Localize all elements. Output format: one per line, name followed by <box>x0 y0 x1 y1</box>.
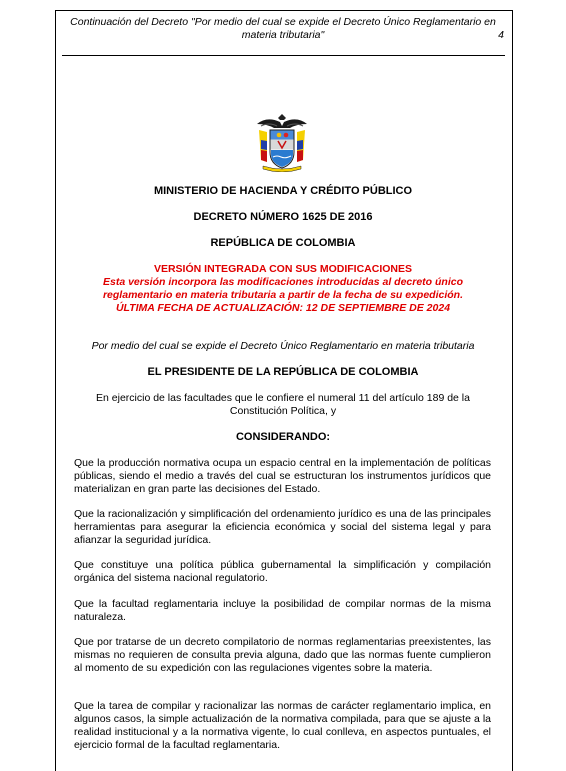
ministry-title: MINISTERIO DE HACIENDA Y CRÉDITO PÚBLICO <box>153 185 413 197</box>
header-line-1: Continuación del Decreto "Por medio del cual se expide el Decreto Único Reglamentario en <box>70 16 496 28</box>
considering-heading: CONSIDERANDO: <box>235 431 331 443</box>
page-header <box>62 16 504 42</box>
considering-paragraph: Que constituye una política pública gubernamental la simplificación y compilación orgánica del sistema nacional regulatorio. <box>74 559 491 584</box>
considering-paragraph: Que la producción normativa ocupa un espacio central en la implementación de políticas públicas, siendo el medio a través del cual se estructuran los instrumentos jurídicos que materializan en gran parte las decisiones del Estado. <box>74 457 491 495</box>
powers-line-1: En ejercicio de las facultades que le confiere el numeral 11 del artículo 189 de la <box>96 392 470 404</box>
president-heading: EL PRESIDENTE DE LA REPÚBLICA DE COLOMBIA <box>147 366 419 378</box>
version-notice <box>62 263 504 315</box>
considering-paragraph: Que la tarea de compilar y racionalizar las normas de carácter reglamentario implica, en algunos casos, la simple actualización de la normativa compilada, para que se ajuste a la realidad institucional y a la normativa vigente, lo cual conlleva, en aspectos puntuales, el ejercicio formal de la facultad reglamentaria. <box>74 700 491 751</box>
decree-purpose: Por medio del cual se expide el Decreto Único Reglamentario en materia tributaria <box>91 340 475 352</box>
powers-line-2: Constitución Política, y <box>229 405 337 417</box>
version-line-2: reglamentario en materia tributaria a partir de la fecha de su expedición. <box>102 289 464 301</box>
header-line-2: materia tributaria" <box>241 29 325 41</box>
considering-paragraph: Que por tratarse de un decreto compilatorio de normas reglamentarias preexistentes, las mismas no requieren de consulta previa alguna, dado que las normas fuente cumplieron al momento de su expedición con las regulaciones vigentes sobre la materia. <box>74 636 491 674</box>
version-heading: VERSIÓN INTEGRADA CON SUS MODIFICACIONES <box>153 263 413 275</box>
version-line-1: Esta versión incorpora las modificaciones introducidas al decreto único <box>102 276 463 288</box>
coat-of-arms-icon <box>253 110 311 172</box>
version-line-3: ÚLTIMA FECHA DE ACTUALIZACIÓN: 12 DE SEPTIEMBRE DE 2024 <box>115 302 451 314</box>
decree-number: DECRETO NÚMERO 1625 DE 2016 <box>193 211 373 223</box>
page-number: 4 <box>498 29 504 41</box>
considering-paragraph: Que la facultad reglamentaria incluye la posibilidad de compilar normas de la misma naturaleza. <box>74 598 491 623</box>
powers-statement <box>62 392 504 418</box>
country-title: REPÚBLICA DE COLOMBIA <box>210 237 356 249</box>
considering-paragraph: Que la racionalización y simplificación del ordenamiento jurídico es una de las principales herramientas para asegurar la eficiencia económica y social del sistema legal y para afianzar la seguridad jurídica. <box>74 508 491 546</box>
header-divider <box>62 55 505 56</box>
